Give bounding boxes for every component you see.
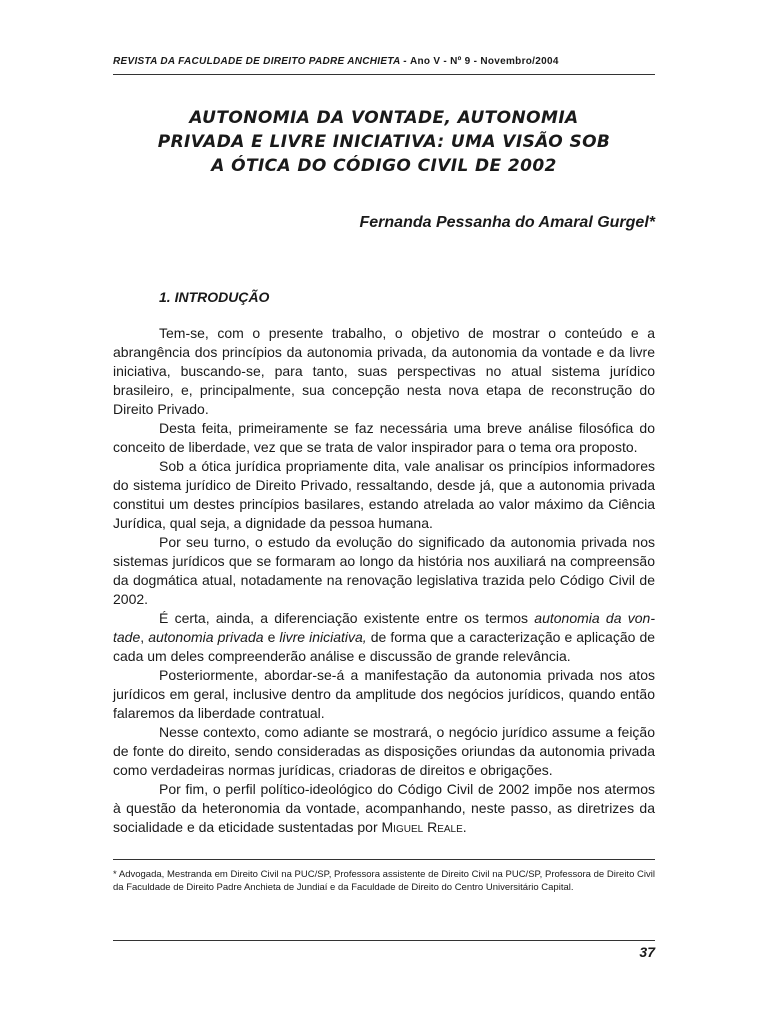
p5-text-e: e [263, 629, 280, 645]
paragraph-5 [113, 609, 655, 666]
title-line-2: PRIVADA E LIVRE INICIATIVA: UMA VISÃO SOB [157, 132, 611, 152]
p5-text-c: , [140, 629, 149, 645]
title-line-3: A ÓTICA DO CÓDIGO CIVIL DE 2002 [211, 156, 557, 176]
term-autonomia-privada: autonomia privada [148, 629, 264, 645]
paragraph-3: Sob a ótica jurídica propriamente dita, vale analisar os princípios informadores do sistema jurídico de Direito Privado, ressaltando, desde já, que a autonomia privada constitui um destes princípios basilares, estando atrelada ao valor máximo da Ciência Jurídica, qual seja, a dignidade da pessoa humana. [113, 458, 655, 531]
section-heading: 1. INTRODUÇÃO [159, 289, 270, 305]
term-livre-iniciativa: livre iniciativa, [279, 629, 367, 645]
footer-rule [113, 940, 655, 941]
author-name: Fernanda Pessanha do Amaral Gurgel* [359, 214, 655, 231]
header-separator: - [400, 56, 410, 67]
paragraph-7: Nesse contexto, como adiante se mostrará, o negócio jurídico assume a feição de fonte do direito, sendo consideradas as disposições oriundas da autonomia privada como verdadeiras normas jurídicas, criadoras de direitos e obrigações. [113, 724, 655, 778]
issue-info: Ano V - Nº 9 - Novembro/2004 [409, 56, 559, 67]
journal-name: REVISTA DA FACULDADE DE DIREITO PADRE ANCHIETA [113, 56, 401, 67]
cited-author: Miguel Reale [381, 819, 463, 835]
running-header [113, 56, 655, 67]
title-line-1: AUTONOMIA DA VONTADE, AUTONOMIA [189, 108, 579, 128]
author-footnote: * Advogada, Mestranda em Direito Civil na PUC/SP, Professora assistente de Direito Civil na PUC/SP, Professora de Direito Civil da Faculdade de Direito Padre Anchieta de Jundiaí e da Faculdade de Direito do Centro Universitário Capital. [113, 869, 655, 893]
p5-text-a: É certa, ainda, a diferenciação existente entre os termos [159, 610, 535, 626]
p5-text-g: de forma que a caracterização e aplicação de cada um deles compreenderão análise e discussão de grande relevância. [113, 629, 656, 664]
page-number: 37 [639, 944, 655, 960]
p8-text-c: . [462, 819, 467, 835]
header-rule [113, 74, 655, 75]
article-body [113, 324, 655, 837]
paragraph-4: Por seu turno, o estudo da evolução do significado da autonomia privada nos sistemas jurídicos que se formaram ao longo da história nos auxiliará na compreensão da dogmática atual, notadamente na renovação legislativa trazida pelo Código Civil de 2002. [113, 534, 655, 607]
p8-text-a: Por fim, o perfil político-ideológico do Código Civil de 2002 impõe nos atermos à questão da heteronomia da vontade, acompanhando, neste passo, as diretrizes da socialidade e da eticidade sustentadas por [113, 781, 655, 835]
paragraph-2: Desta feita, primeiramente se faz necessária uma breve análise filosófica do conceito de liberdade, vez que se trata de valor inspirador para o tema ora proposto. [113, 420, 655, 455]
article-title [113, 106, 655, 178]
paragraph-1: Tem-se, com o presente trabalho, o objetivo de mostrar o conteúdo e a abrangência dos princípios da autonomia privada, da autonomia da vontade e da livre iniciativa, buscando-se, para tanto, suas perspectivas no atual sistema jurídico brasileiro, e, principalmente, sua concepção nesta nova etapa de reconstrução do Direito Privado. [113, 325, 655, 417]
paragraph-6: Posteriormente, abordar-se-á a manifestação da autonomia privada nos atos jurídicos em geral, inclusive dentro da amplitude dos negócios jurídicos, quando então falaremos da liberdade contratual. [113, 667, 655, 721]
paragraph-8 [113, 780, 655, 837]
footnote-rule [113, 859, 655, 860]
term-autonomia-vontade: autonomia da vontade [113, 610, 655, 645]
